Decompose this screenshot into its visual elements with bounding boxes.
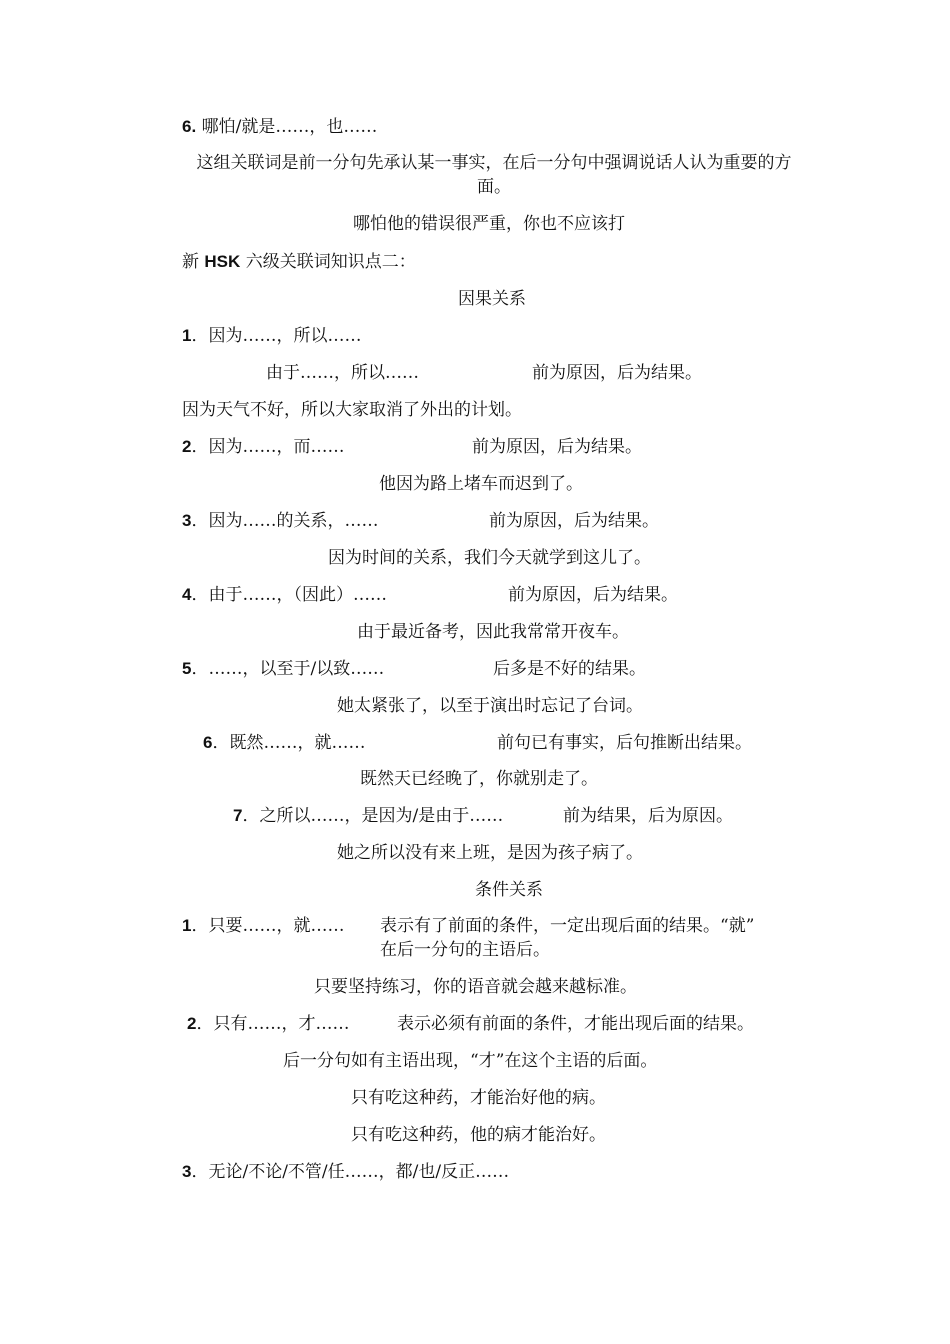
causal-item-4-example: 由于最近备考，因此我常常开夜车。 (357, 622, 629, 642)
conditional-item-2-text: ．只有……，才…… (196, 1014, 350, 1034)
causal-item-7-note: 前为结果，后为原因。 (563, 806, 733, 826)
causal-item-2-text: ．因为……，而…… (191, 437, 345, 457)
causal-item-6-example: 既然天已经晚了，你就别走了。 (360, 769, 598, 789)
causal-item-1 (182, 325, 361, 347)
concession-description: 这组关联词是前一分句先承认某一事实，在后一分句中强调说话人认为重要的方面。 (196, 153, 792, 197)
causal-item-1-alt: 由于……，所以…… (266, 363, 419, 383)
conditional-item-2-note: 表示必须有前面的条件，才能出现后面的结果。 (397, 1014, 754, 1034)
causal-item-7-example: 她之所以没有来上班，是因为孩子病了。 (337, 843, 643, 863)
causal-section-title: 因果关系 (458, 289, 526, 309)
causal-item-7-number: 7 (233, 806, 243, 825)
causal-item-3-text: ．因为……的关系，…… (191, 511, 379, 531)
causal-item-3-number: 3 (182, 511, 192, 530)
concession-heading (182, 116, 377, 138)
part-title-prefix: 新 (182, 252, 205, 272)
conditional-item-1-note-line2: 在后一分句的主语后。 (380, 940, 550, 960)
causal-item-4-note: 前为原因，后为结果。 (508, 585, 678, 605)
part-title-hsk: HSK (204, 252, 241, 271)
causal-item-2-example: 他因为路上堵车而迟到了。 (379, 474, 583, 494)
conditional-item-2-number: 2 (187, 1014, 197, 1033)
concession-heading-number: 6. (182, 117, 197, 136)
conditional-item-3-number: 3 (182, 1162, 192, 1181)
causal-item-6-number: 6 (203, 733, 213, 752)
causal-item-6-text: ．既然……，就…… (212, 733, 366, 753)
conditional-item-2-example-1: 只有吃这种药，才能治好他的病。 (351, 1088, 606, 1108)
conditional-item-2-example-2: 只有吃这种药，他的病才能治好。 (351, 1125, 606, 1145)
causal-item-3-example: 因为时间的关系，我们今天就学到这儿了。 (328, 548, 651, 568)
causal-item-5-note: 后多是不好的结果。 (493, 659, 646, 679)
causal-item-1-note: 前为原因，后为结果。 (532, 363, 702, 383)
causal-item-7-text: ．之所以……，是因为/是由于…… (242, 806, 504, 826)
causal-item-3-note: 前为原因，后为结果。 (489, 511, 659, 531)
concession-heading-text: 哪怕/就是……，也…… (201, 117, 378, 137)
causal-item-2 (182, 436, 344, 458)
causal-item-4-text: ．由于……，（因此）…… (191, 585, 387, 605)
causal-item-1-text: ．因为……，所以…… (191, 326, 362, 346)
concession-example: 哪怕他的错误很严重，你也不应该打 (353, 214, 625, 234)
causal-item-6-note: 前句已有事实，后句推断出结果。 (497, 733, 752, 753)
conditional-item-1-number: 1 (182, 916, 192, 935)
causal-item-5-number: 5 (182, 659, 192, 678)
conditional-item-2-note2: 后一分句如有主语出现，“才”在这个主语的后面。 (283, 1051, 658, 1071)
conditional-section-title: 条件关系 (475, 880, 543, 900)
conditional-item-1-text: ．只要……，就…… (191, 916, 345, 936)
causal-item-5-example: 她太紧张了，以至于演出时忘记了台词。 (337, 696, 643, 716)
conditional-item-2 (187, 1013, 349, 1035)
causal-item-5-text: ．……，以至于/以致…… (191, 659, 385, 679)
conditional-item-3 (182, 1161, 509, 1183)
causal-item-1-number: 1 (182, 326, 192, 345)
causal-item-2-number: 2 (182, 437, 192, 456)
causal-item-5 (182, 658, 384, 680)
causal-item-7 (233, 805, 503, 827)
conditional-item-3-text: ．无论/不论/不管/任……，都/也/反正…… (191, 1162, 510, 1182)
conditional-item-1-note-line1: 表示有了前面的条件，一定出现后面的结果。“就” (380, 916, 755, 936)
part-title (182, 251, 416, 273)
causal-item-4-number: 4 (182, 585, 192, 604)
causal-item-4 (182, 584, 387, 606)
causal-item-1-example: 因为天气不好，所以大家取消了外出的计划。 (182, 400, 522, 420)
part-title-suffix: 六级关联词知识点二： (240, 252, 416, 272)
causal-item-6 (203, 732, 365, 754)
causal-item-3 (182, 510, 378, 532)
conditional-item-1-example: 只要坚持练习，你的语音就会越来越标准。 (314, 977, 637, 997)
causal-item-2-note: 前为原因，后为结果。 (472, 437, 642, 457)
conditional-item-1 (182, 915, 344, 937)
